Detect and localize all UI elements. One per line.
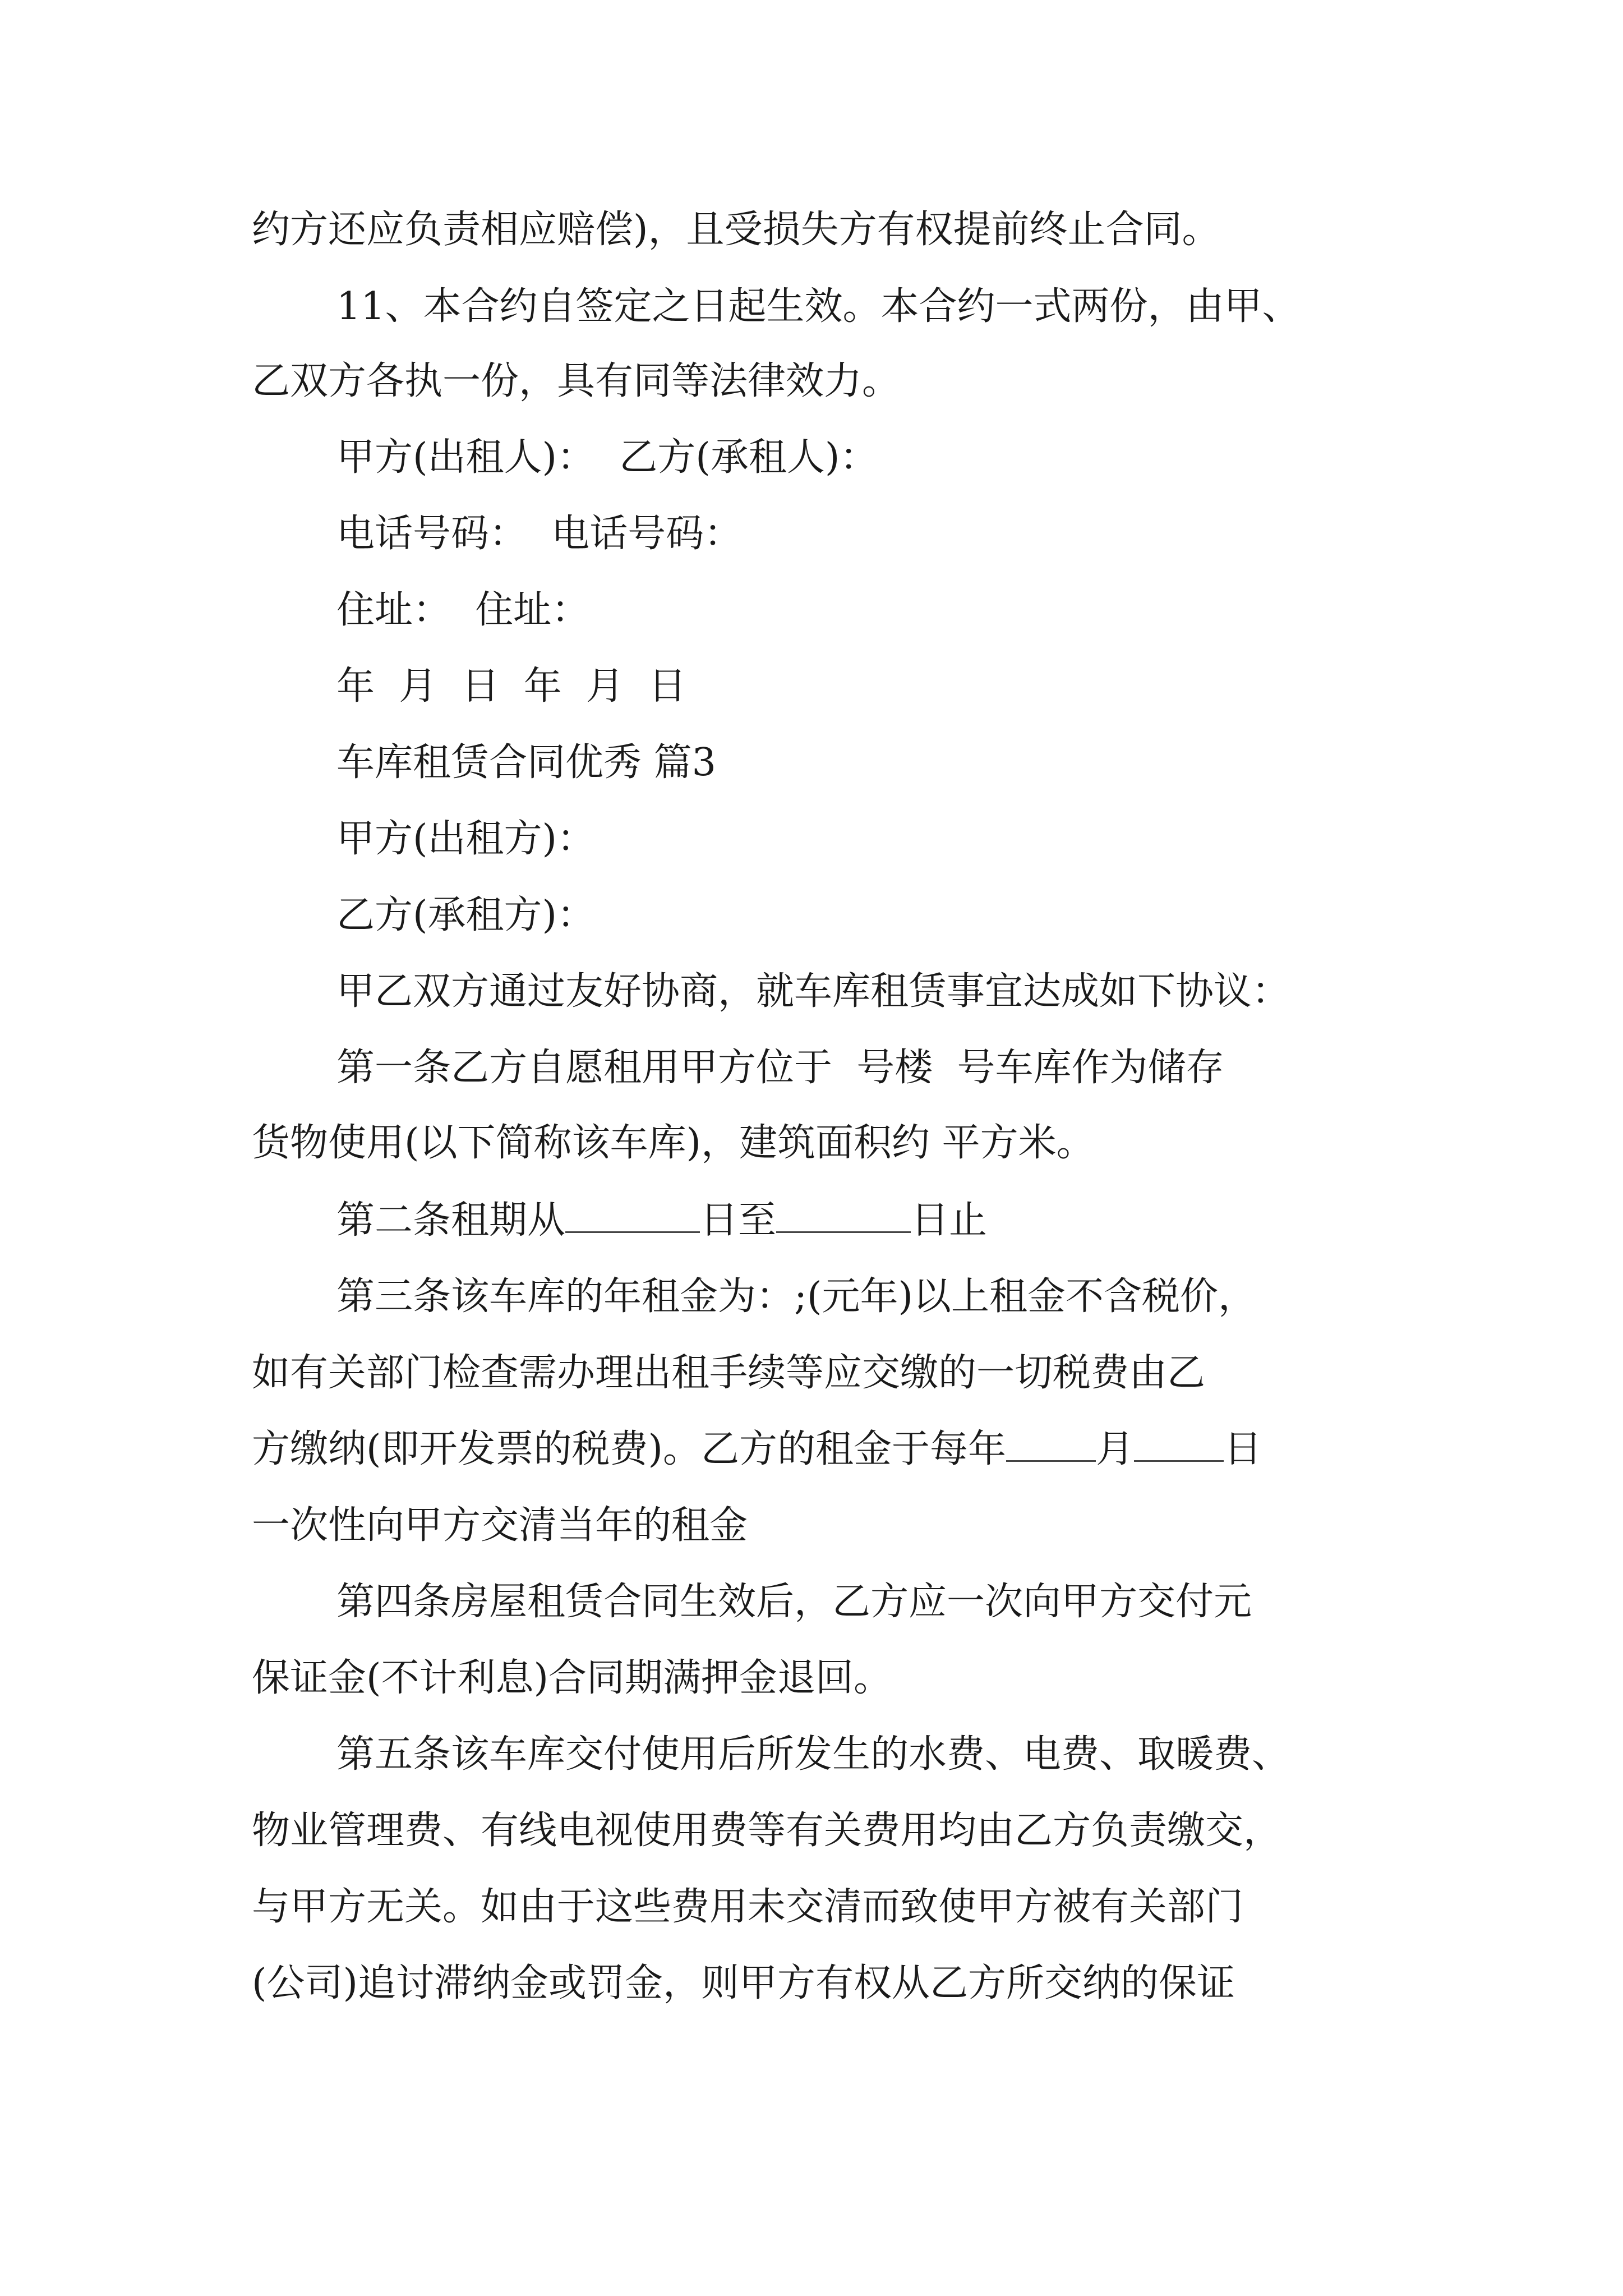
term-start-blank (565, 1195, 700, 1233)
address-line: 住址： 住址： (336, 588, 590, 632)
paragraph-line: 11、本合约自签定之日起生效。本合约一式两份，由甲、 (336, 284, 1301, 329)
payment-text-month: 月 (1096, 1427, 1135, 1471)
clause-5-line-3: 与甲方无关。如由于这些费用未交清而致使甲方被有关部门 (252, 1885, 1244, 1929)
clause-3-line-4: 一次性向甲方交清当年的租金 (252, 1503, 748, 1548)
clause-5-line-4: (公司)追讨滞纳金或罚金，则甲方有权从乙方所交纳的保证 (252, 1961, 1235, 2005)
clause-3-line-2: 如有关部门检查需办理出租手续等应交缴的一切税费由乙 (252, 1351, 1206, 1395)
clause-2-term (336, 1193, 987, 1249)
paragraph-line: 约方还应负责相应赔偿)，且受损失方有权提前终止合同。 (252, 208, 1220, 252)
clause-5-line-2: 物业管理费、有线电视使用费等有关费用均由乙方负责缴交， (252, 1809, 1282, 1853)
payment-day-blank (1134, 1424, 1224, 1462)
agreement-intro: 甲乙双方通过友好协商，就车库租赁事宜达成如下协议： (336, 969, 1290, 1014)
clause-4-line-1: 第四条房屋租赁合同生效后，乙方应一次向甲方交付元 (336, 1580, 1252, 1624)
paragraph-line: 乙双方各执一份，具有同等法律效力。 (252, 359, 901, 403)
payment-month-blank (1006, 1424, 1096, 1462)
date-line: 年 月 日 年 月 日 (336, 664, 687, 708)
payment-text-start: 方缴纳(即开发票的税费)。乙方的租金于每年 (252, 1427, 1007, 1471)
party-a-line: 甲方(出租方)： (336, 817, 596, 861)
clause-1-line-1: 第一条乙方自愿租用甲方位于 号楼 号车库作为储存 (336, 1046, 1224, 1090)
clause-4-line-2: 保证金(不计利息)合同期满押金退回。 (252, 1656, 892, 1700)
clause-3-line-1: 第三条该车库的年租金为：;(元年)以上租金不含税价， (336, 1274, 1256, 1319)
party-b-line: 乙方(承租方)： (336, 893, 596, 937)
section-title: 车库租赁合同优秀 篇3 (336, 740, 716, 785)
clause-5-line-1: 第五条该车库交付使用后所发生的水费、电费、取暖费、 (336, 1732, 1290, 1777)
clause-3-line-3 (252, 1421, 1262, 1478)
clause-1-line-2: 货物使用(以下简称该车库)，建筑面积约 平方米。 (252, 1121, 1095, 1165)
term-end-blank (776, 1195, 911, 1233)
term-text-end: 日止 (911, 1198, 988, 1243)
phone-line: 电话号码： 电话号码： (336, 512, 743, 556)
term-text-start: 第二条租期从 (336, 1198, 566, 1243)
signature-party-line: 甲方(出租人)： 乙方(承租人)： (336, 435, 878, 480)
term-text-mid: 日至 (700, 1198, 777, 1243)
payment-text-day: 日 (1224, 1427, 1262, 1471)
